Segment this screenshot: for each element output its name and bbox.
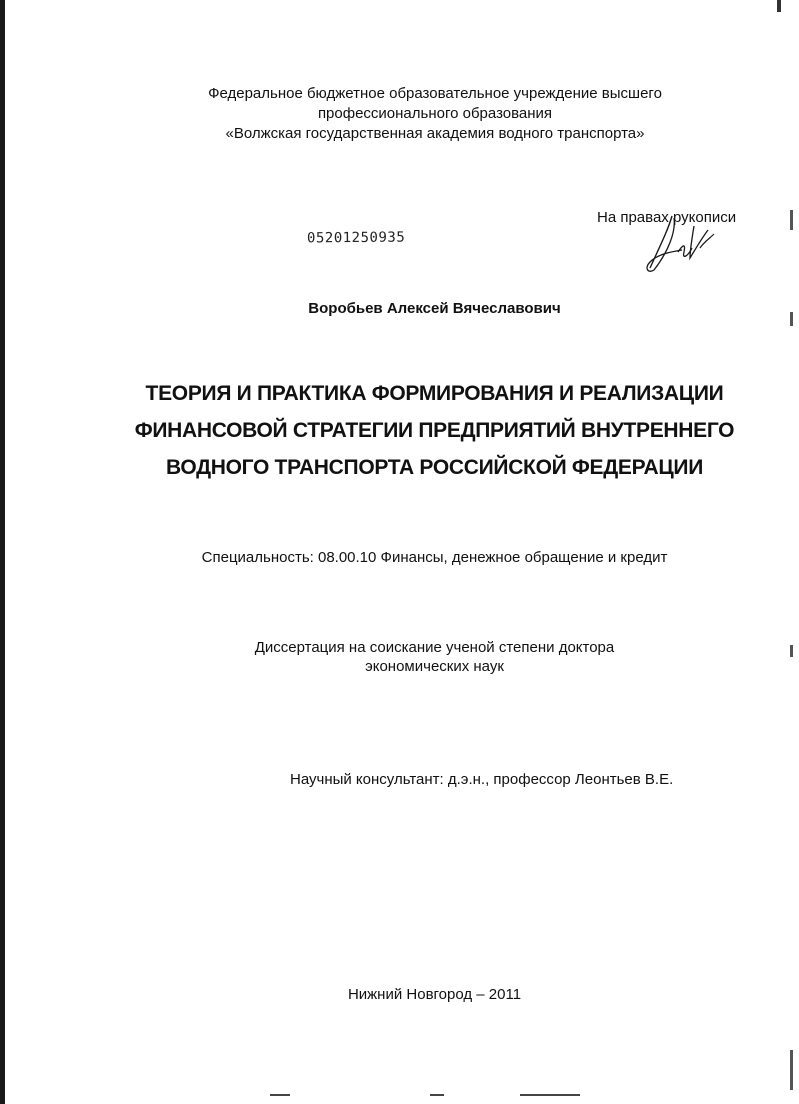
scan-edge-bottom-mark-1 bbox=[270, 1094, 290, 1096]
signature-icon bbox=[638, 212, 718, 274]
degree-statement bbox=[35, 638, 799, 676]
stamp-number: 05201250935 bbox=[306, 229, 406, 247]
dissertation-title bbox=[35, 375, 799, 486]
scan-edge-top-right bbox=[735, 0, 799, 8]
institution-line-1: Федеральное бюджетное образовательное учреждение высшего bbox=[208, 85, 662, 102]
specialty: Специальность: 08.00.10 Финансы, денежное обращение и кредит bbox=[201, 549, 668, 566]
institution-line-2: профессионального образования bbox=[317, 105, 553, 122]
institution-header bbox=[40, 84, 799, 144]
institution-line-3: «Волжская государственная академия водного транспорта» bbox=[225, 125, 645, 142]
scan-edge-bottom-mark-2 bbox=[430, 1094, 444, 1096]
scan-edge-right-mark-1 bbox=[790, 210, 793, 230]
degree-line-2: экономических наук bbox=[365, 658, 504, 675]
title-line-2: ФИНАНСОВОЙ СТРАТЕГИИ ПРЕДПРИЯТИЙ ВНУТРЕННЕГО bbox=[134, 419, 735, 442]
scan-edge-right-mark-4 bbox=[790, 1050, 793, 1090]
author-name: Воробьев Алексей Вячеславович bbox=[308, 300, 561, 317]
scan-edge-left bbox=[0, 0, 5, 1104]
title-line-3: ВОДНОГО ТРАНСПОРТА РОССИЙСКОЙ ФЕДЕРАЦИИ bbox=[166, 456, 703, 479]
place-and-year: Нижний Новгород – 2011 bbox=[347, 986, 522, 1003]
scan-edge-bottom-mark-3 bbox=[520, 1094, 580, 1096]
degree-line-1: Диссертация на соискание ученой степени доктора bbox=[254, 639, 615, 656]
scientific-consultant: Научный консультант: д.э.н., профессор Леонтьев В.Е. bbox=[290, 771, 674, 788]
title-line-1: ТЕОРИЯ И ПРАКТИКА ФОРМИРОВАНИЯ И РЕАЛИЗАЦИИ bbox=[145, 382, 724, 405]
manuscript-rights: На правах рукописи bbox=[597, 209, 737, 226]
